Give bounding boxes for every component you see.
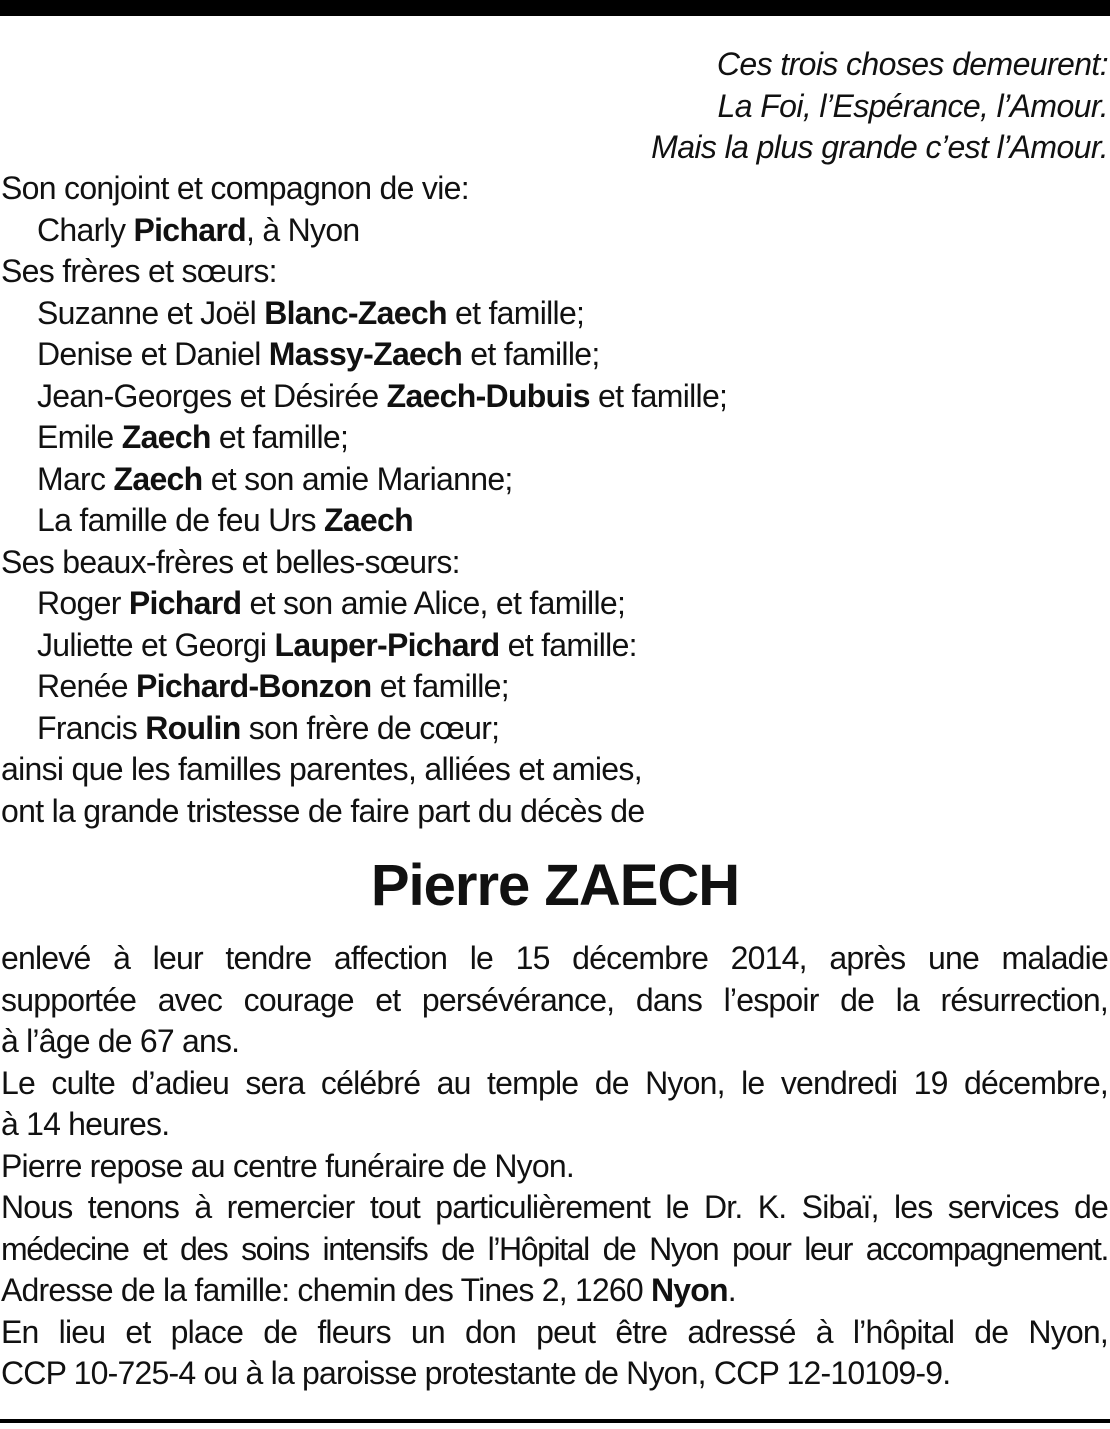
- entry-surname: Zaech-Dubuis: [386, 377, 590, 414]
- closing-line: ainsi que les familles parentes, alliées et amies,: [1, 751, 642, 787]
- body-line: Pierre repose au centre funéraire de Nyon.: [1, 1147, 574, 1184]
- bottom-rule: [0, 1419, 1110, 1423]
- entry-given-names: Marc: [37, 460, 114, 497]
- quote-line: La Foi, l’Espérance, l’Amour.: [717, 87, 1108, 124]
- entry-surname: Zaech: [113, 460, 203, 497]
- entry-surname: Pichard: [128, 585, 242, 621]
- inlaw-entry: [1, 583, 727, 625]
- entry-suffix: et famille;: [589, 377, 728, 414]
- entry-surname: Massy-Zaech: [268, 336, 463, 372]
- entry-suffix: et son amie Marianne;: [202, 460, 513, 497]
- body-line: Le culte d’adieu sera célébré au temple de Nyon, le vendredi 19 décembre,: [1, 1064, 1108, 1101]
- entry-given-names: Renée: [37, 668, 136, 704]
- notice-body: [1, 938, 1108, 1395]
- address-suffix: .: [727, 1272, 736, 1308]
- sibling-entry: [1, 417, 727, 459]
- epigraph-quote: [651, 44, 1108, 169]
- quote-line: Ces trois choses demeurent:: [716, 46, 1108, 82]
- body-line: CCP 10-725-4 ou à la paroisse protestante de Nyon, CCP 12-10109-9.: [1, 1355, 951, 1391]
- sibling-entry: [1, 293, 727, 335]
- entry-suffix: et famille;: [371, 668, 509, 704]
- closing-line: ont la grande tristesse de faire part du décès de: [1, 792, 645, 829]
- deceased-name: Pierre ZAECH: [370, 853, 740, 918]
- entry-surname: Roulin: [145, 709, 241, 746]
- entry-given-names: Emile: [37, 419, 122, 455]
- entry-surname: Zaech: [121, 419, 211, 455]
- body-line: à 14 heures.: [1, 1106, 170, 1142]
- spouse-heading: Son conjoint et compagnon de vie:: [1, 170, 469, 206]
- sibling-entry: [1, 376, 727, 418]
- address-line: [1, 1270, 1108, 1312]
- entry-surname: Zaech: [323, 502, 413, 538]
- address-text: Adresse de la famille: chemin des Tines 2, 1260: [1, 1272, 651, 1308]
- quote-line: Mais la plus grande c’est l’Amour.: [651, 129, 1108, 165]
- family-list: [1, 168, 727, 832]
- spouse-entry: [1, 210, 727, 252]
- sibling-entry: [1, 334, 727, 376]
- entry-surname: Pichard: [133, 211, 246, 248]
- entry-surname: Lauper-Pichard: [274, 626, 500, 663]
- body-line: médecine et des soins intensifs de l’Hôpital de Nyon pour leur accompagnement.: [1, 1230, 1108, 1267]
- entry-given-names: Roger: [37, 585, 129, 621]
- entry-surname: Blanc-Zaech: [264, 294, 447, 331]
- entry-suffix: et famille:: [499, 626, 637, 663]
- body-line: à l’âge de 67 ans.: [1, 1023, 240, 1059]
- siblings-heading: Ses frères et sœurs:: [1, 253, 277, 289]
- body-line: En lieu et place de fleurs un don peut être adressé à l’hôpital de Nyon,: [1, 1313, 1108, 1350]
- entry-surname: Pichard-Bonzon: [136, 668, 372, 704]
- entry-given-names: Jean-Georges et Désirée: [37, 377, 387, 414]
- sibling-entry: [1, 500, 727, 542]
- body-line: enlevé à leur tendre affection le 15 décembre 2014, après une maladie: [1, 940, 1108, 976]
- inlaw-entry: [1, 708, 727, 750]
- entry-given-names: Suzanne et Joël: [37, 294, 265, 331]
- entry-given-names: Charly: [37, 211, 134, 248]
- inlaw-entry: [1, 625, 727, 667]
- entry-given-names: Francis: [37, 709, 146, 746]
- entry-suffix: et son amie Alice, et famille;: [241, 585, 626, 621]
- entry-given-names: La famille de feu Urs: [37, 502, 324, 538]
- entry-suffix: et famille;: [446, 294, 585, 331]
- sibling-entry: [1, 459, 727, 501]
- entry-suffix: et famille;: [210, 419, 349, 455]
- entry-suffix: son frère de cœur;: [240, 709, 500, 746]
- entry-given-names: Denise et Daniel: [37, 336, 269, 372]
- entry-given-names: Juliette et Georgi: [37, 626, 275, 663]
- entry-suffix: et famille;: [462, 336, 600, 372]
- inlaw-entry: [1, 666, 727, 708]
- body-line: Nous tenons à remercier tout particulièrement le Dr. K. Sibaï, les services de: [1, 1189, 1108, 1225]
- inlaws-heading: Ses beaux-frères et belles-sœurs:: [1, 543, 460, 580]
- address-city: Nyon: [650, 1272, 728, 1308]
- top-rule: [0, 0, 1110, 16]
- body-line: supportée avec courage et persévérance, dans l’espoir de la résurrection,: [1, 981, 1108, 1018]
- entry-suffix: , à Nyon: [245, 211, 360, 248]
